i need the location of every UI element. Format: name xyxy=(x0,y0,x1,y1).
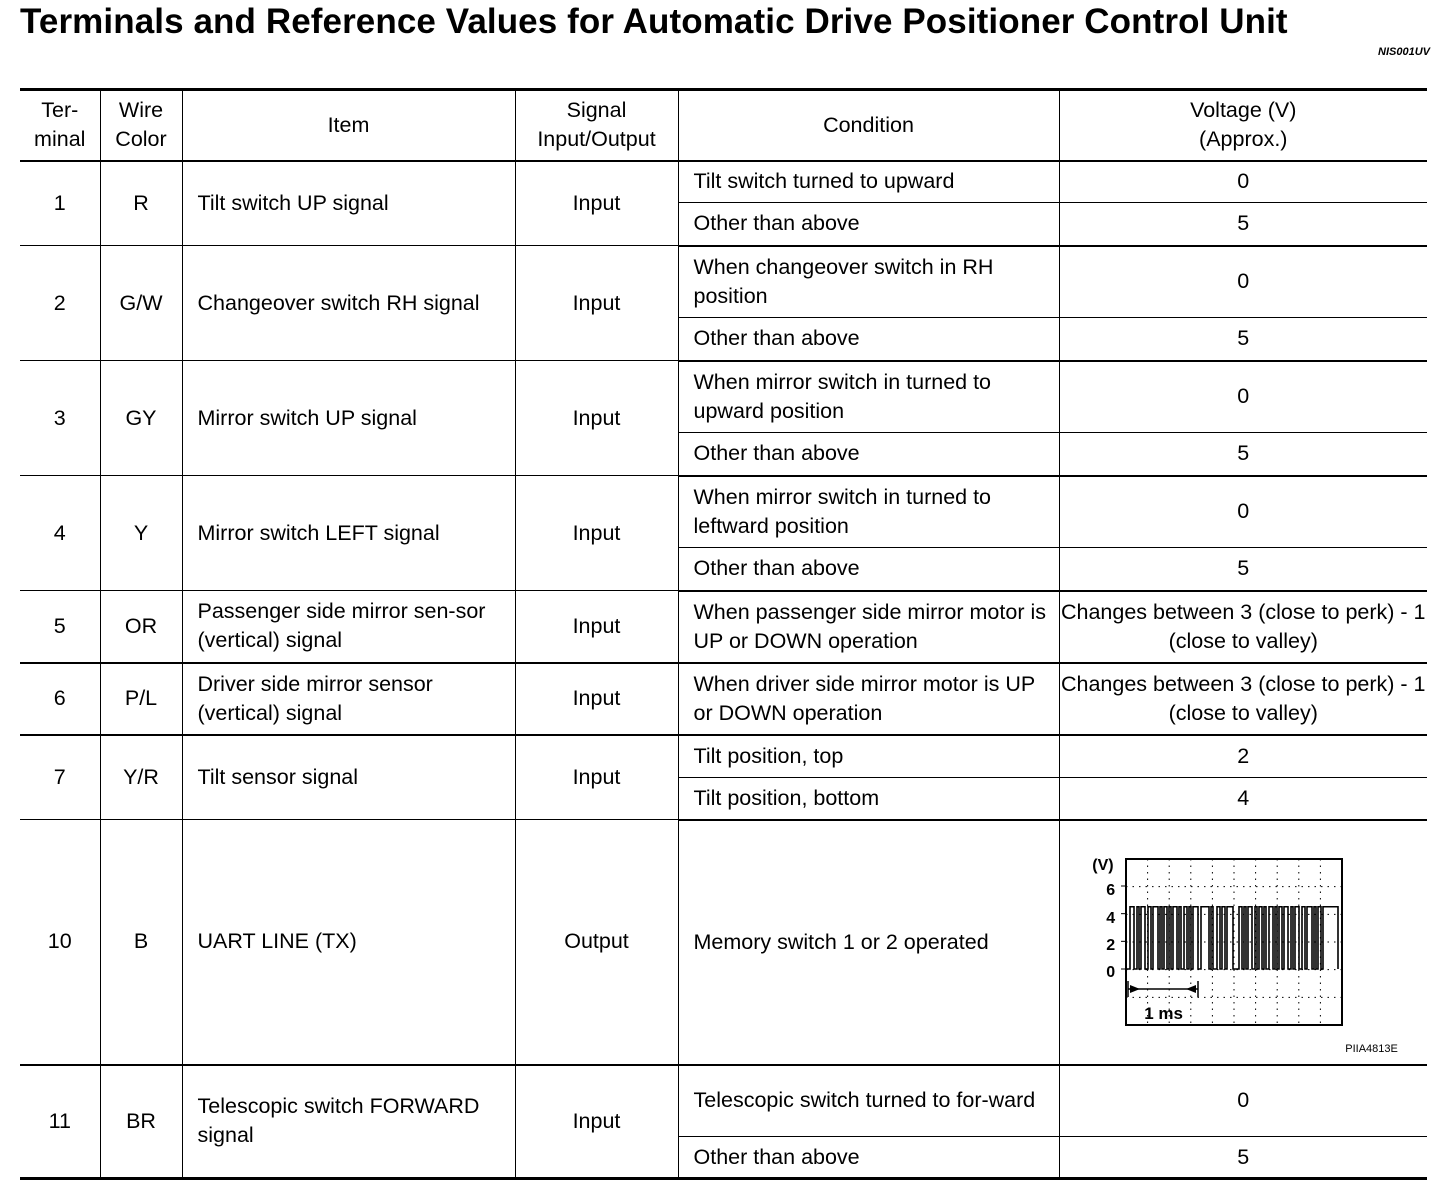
waveform-unit-label: (V) xyxy=(1092,856,1114,874)
wire-color-cell: BR xyxy=(100,1065,182,1179)
condition-cell: When changeover switch in RH position xyxy=(678,246,1059,318)
voltage-cell: 0 xyxy=(1059,476,1427,548)
wire-color-cell: GY xyxy=(100,361,182,476)
waveform-figure xyxy=(1078,835,1408,1055)
table-row xyxy=(20,591,1427,663)
voltage-cell: 0 xyxy=(1059,361,1427,433)
item-cell: Mirror switch LEFT signal xyxy=(182,476,515,591)
waveform-trace xyxy=(1126,906,1338,968)
item-cell: Passenger side mirror sen-sor (vertical) signal xyxy=(182,591,515,663)
voltage-cell: 4 xyxy=(1059,778,1427,820)
header-wire-color: Wire Color xyxy=(100,90,182,161)
terminal-cell: 1 xyxy=(20,161,100,246)
item-cell: Tilt sensor signal xyxy=(182,735,515,820)
waveform-cell xyxy=(1059,820,1427,1065)
condition-cell: Memory switch 1 or 2 operated xyxy=(678,820,1059,1065)
condition-cell: When driver side mirror motor is UP or DOWN operation xyxy=(678,663,1059,735)
condition-cell: Other than above xyxy=(678,203,1059,246)
table-row xyxy=(20,735,1427,778)
table-row xyxy=(20,663,1427,735)
terminal-cell: 5 xyxy=(20,591,100,663)
wire-color-cell: G/W xyxy=(100,246,182,361)
voltage-cell: 5 xyxy=(1059,203,1427,246)
io-cell: Input xyxy=(515,246,678,361)
item-cell: UART LINE (TX) xyxy=(182,820,515,1065)
time-arrow-head-left xyxy=(1130,985,1140,993)
terminal-cell: 10 xyxy=(20,820,100,1065)
item-cell: Tilt switch UP signal xyxy=(182,161,515,246)
io-cell: Output xyxy=(515,820,678,1065)
voltage-cell: 5 xyxy=(1059,318,1427,361)
wire-color-cell: B xyxy=(100,820,182,1065)
io-cell: Input xyxy=(515,361,678,476)
voltage-cell: 0 xyxy=(1059,1065,1427,1137)
io-cell: Input xyxy=(515,663,678,735)
wire-color-cell: Y xyxy=(100,476,182,591)
header-terminal: Ter- minal xyxy=(20,90,100,161)
terminal-cell: 3 xyxy=(20,361,100,476)
terminal-cell: 7 xyxy=(20,735,100,820)
condition-cell: Tilt switch turned to upward xyxy=(678,161,1059,203)
wire-color-cell: R xyxy=(100,161,182,246)
header-condition: Condition xyxy=(678,90,1059,161)
condition-cell: Tilt position, top xyxy=(678,735,1059,778)
page-title: Terminals and Reference Values for Automatic Drive Positioner Control Unit xyxy=(20,2,1288,41)
wire-color-cell: Y/R xyxy=(100,735,182,820)
voltage-cell: 0 xyxy=(1059,246,1427,318)
figure-id: PIIA4813E xyxy=(1345,1042,1398,1055)
terminal-reference-table xyxy=(20,88,1427,1180)
y-tick-label: 0 xyxy=(1106,963,1116,981)
table-row xyxy=(20,246,1427,318)
item-cell: Changeover switch RH signal xyxy=(182,246,515,361)
y-tick-label: 2 xyxy=(1106,936,1116,954)
header-voltage: Voltage (V) (Approx.) xyxy=(1059,90,1427,161)
voltage-cell: 5 xyxy=(1059,548,1427,591)
voltage-cell: 0 xyxy=(1059,161,1427,203)
table-row xyxy=(20,820,1427,1065)
voltage-cell: 5 xyxy=(1059,1137,1427,1179)
condition-cell: Other than above xyxy=(678,318,1059,361)
item-cell: Telescopic switch FORWARD signal xyxy=(182,1065,515,1179)
y-tick-label: 6 xyxy=(1106,881,1116,899)
document-id: NIS001UV xyxy=(1378,46,1430,58)
header-signal: Signal Input/Output xyxy=(515,90,678,161)
condition-cell: When mirror switch in turned to upward position xyxy=(678,361,1059,433)
time-arrow-head-right xyxy=(1186,985,1196,993)
condition-cell: Tilt position, bottom xyxy=(678,778,1059,820)
io-cell: Input xyxy=(515,476,678,591)
y-tick-label: 4 xyxy=(1106,909,1116,927)
io-cell: Input xyxy=(515,735,678,820)
io-cell: Input xyxy=(515,1065,678,1179)
terminal-cell: 6 xyxy=(20,663,100,735)
terminal-cell: 11 xyxy=(20,1065,100,1179)
voltage-cell: 5 xyxy=(1059,433,1427,476)
time-division-label: 1 ms xyxy=(1144,1003,1183,1023)
table-row xyxy=(20,476,1427,548)
item-cell: Driver side mirror sensor (vertical) signal xyxy=(182,663,515,735)
voltage-cell: Changes between 3 (close to perk) - 1 (close to valley) xyxy=(1059,663,1427,735)
terminal-cell: 2 xyxy=(20,246,100,361)
table-row xyxy=(20,1065,1427,1137)
io-cell: Input xyxy=(515,591,678,663)
header-item: Item xyxy=(182,90,515,161)
condition-cell: Other than above xyxy=(678,433,1059,476)
condition-cell: Other than above xyxy=(678,1137,1059,1179)
io-cell: Input xyxy=(515,161,678,246)
table-header-row xyxy=(20,90,1427,161)
condition-cell: When mirror switch in turned to leftward position xyxy=(678,476,1059,548)
condition-cell: When passenger side mirror motor is UP or DOWN operation xyxy=(678,591,1059,663)
condition-cell: Other than above xyxy=(678,548,1059,591)
table-row xyxy=(20,161,1427,203)
terminal-cell: 4 xyxy=(20,476,100,591)
table-row xyxy=(20,361,1427,433)
wire-color-cell: P/L xyxy=(100,663,182,735)
waveform-chart xyxy=(1078,835,1408,1050)
condition-cell: Telescopic switch turned to for-ward xyxy=(678,1065,1059,1137)
wire-color-cell: OR xyxy=(100,591,182,663)
voltage-cell: 2 xyxy=(1059,735,1427,778)
item-cell: Mirror switch UP signal xyxy=(182,361,515,476)
voltage-cell: Changes between 3 (close to perk) - 1 (close to valley) xyxy=(1059,591,1427,663)
